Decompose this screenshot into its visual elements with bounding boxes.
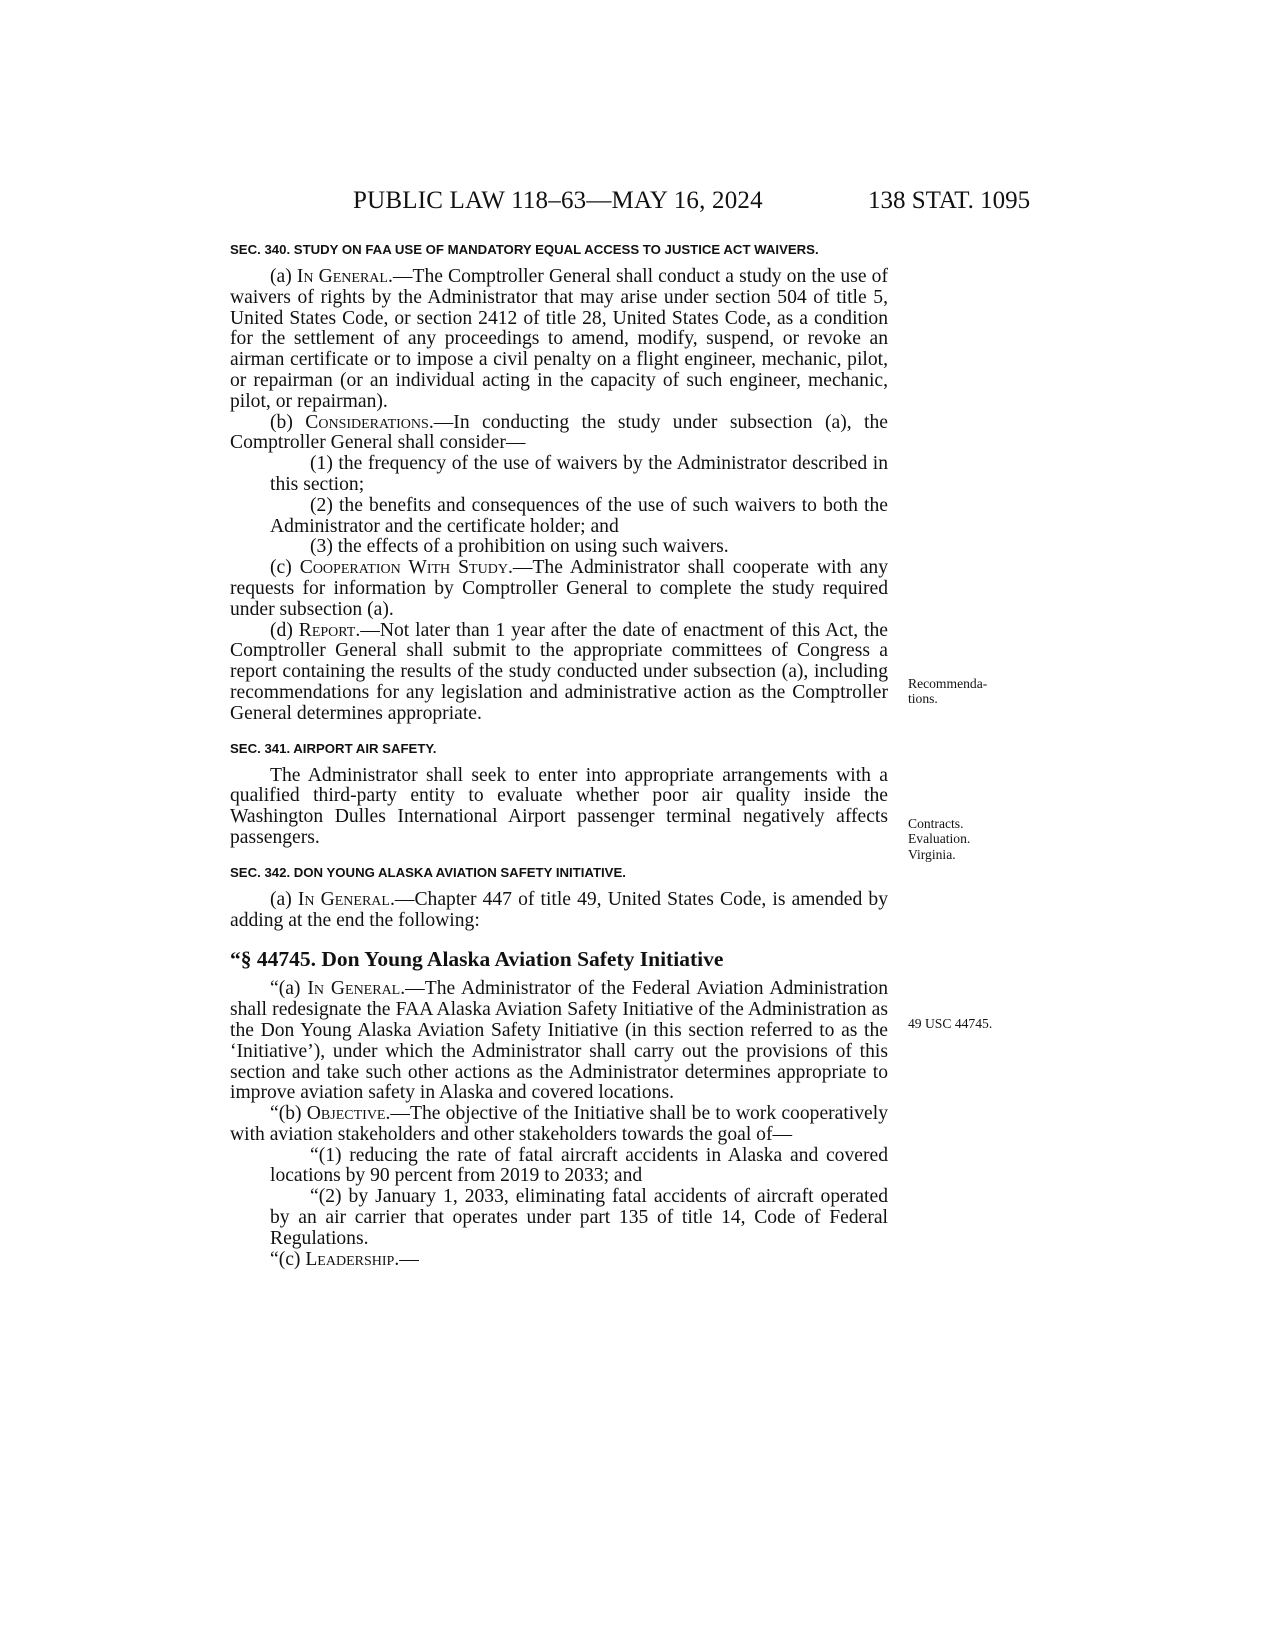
margin-note-recommendations: Recommenda- tions. [908,676,988,707]
subsection-caption: Objective [306,1103,386,1125]
sec340-subsection-c: (c) Cooperation With Study.—The Administrator shall cooperate with any requests for information by Comptroller General to complete the study required under subsection (a). [230,557,889,620]
section-341-heading: SEC. 341. AIRPORT AIR SAFETY. [230,740,437,756]
sec44745-b-item-2: “(2) by January 1, 2033, eliminating fatal accidents of aircraft operated by an air carrier that operates under part 135 of title 14, Code of Federal Regulations. [270,1186,888,1249]
sec342-subsection-a: (a) In General.—Chapter 447 of title 49, United States Code, is amended by adding at the end the following: [230,888,888,931]
sec340-b-item-3: (3) the effects of a prohibition on using such waivers. [310,536,729,558]
sec44745-subsection-a: “(a) In General.—The Administrator of the Federal Aviation Administration shall redesignate the FAA Alaska Aviation Safety Initiative of the Administration as the Don Young Alaska Aviation Safety Initiative (in this section referred to as the ‘Initiative’), under which the Administrator shall carry out the provisions of this section and take such other actions as the Administrator determines appropriate to improve aviation safety in Alaska and covered locations. [230,978,888,1104]
subsection-caption: Leadership [305,1248,395,1270]
section-44745-title: “§ 44745. Don Young Alaska Aviation Safety Initiative [230,947,724,972]
page-header-title: PUBLIC LAW 118–63—MAY 16, 2024 [353,187,763,214]
subsection-caption: In General [297,888,390,910]
sec44745-b-item-1: “(1) reducing the rate of fatal aircraft accidents in Alaska and covered locations by 90 percent from 2019 to 2033; and [270,1144,888,1187]
subsection-caption: In General [296,266,388,287]
subsection-caption: Considerations [305,411,429,433]
sec340-subsection-b: (b) Considerations.—In conducting the study under subsection (a), the Comptroller General shall consider— [230,411,888,454]
body-text [230,240,888,1270]
sec44745-subsection-c: “(c) Leadership.— [270,1248,419,1270]
subsection-caption: Cooperation With Study [299,557,508,579]
section-340-heading: SEC. 340. STUDY ON FAA USE OF MANDATORY EQUAL ACCESS TO JUSTICE ACT WAIVERS. [230,242,819,257]
sec341-text: The Administrator shall seek to enter into appropriate arrangements with a qualified third-party entity to evaluate whether poor air quality inside the Washington Dulles International Airport passenger terminal negatively affects passengers. [230,764,888,848]
subsection-caption: Report [298,619,356,641]
page-header-stat: 138 STAT. 1095 [868,187,1031,214]
sec340-subsection-d: (d) Report.—Not later than 1 year after the date of enactment of this Act, the Comptroller General shall submit to the appropriate committees of Congress a report containing the results of the study conducted under subsection (a), including recommendations for any legislation and administrative action as the Comptroller General determines appropriate. [230,619,888,724]
margin-note-contracts: Contracts. Evaluation. Virginia. [908,816,971,862]
sec340-b-item-2: (2) the benefits and consequences of the use of such waivers to both the Administrator and the certificate holder; and [270,494,888,537]
sec340-b-item-1: (1) the frequency of the use of waivers by the Administrator described in this section; [270,453,888,495]
section-342-heading: SEC. 342. DON YOUNG ALASKA AVIATION SAFETY INITIATIVE. [230,864,626,880]
margin-note-usc: 49 USC 44745. [908,1016,993,1031]
subsection-caption: In General [307,978,401,1000]
sec44745-subsection-b: “(b) Objective.—The objective of the Initiative shall be to work cooperatively with aviation stakeholders and other stakeholders towards the goal of— [230,1103,888,1145]
sec340-subsection-a: (a) In General.—The Comptroller General shall conduct a study on the use of waivers of rights by the Administrator that may arise under section 504 of title 5, United States Code, or section 2412 of title 28, United States Code, as a condition for the settlement of any proceedings to amend, modify, suspend, or revoke an airman certificate or to impose a civil penalty on a flight engineer, mechanic, pilot, or repairman (or an individual acting in the capacity of such engineer, mechanic, pilot, or repairman). [230,266,888,412]
